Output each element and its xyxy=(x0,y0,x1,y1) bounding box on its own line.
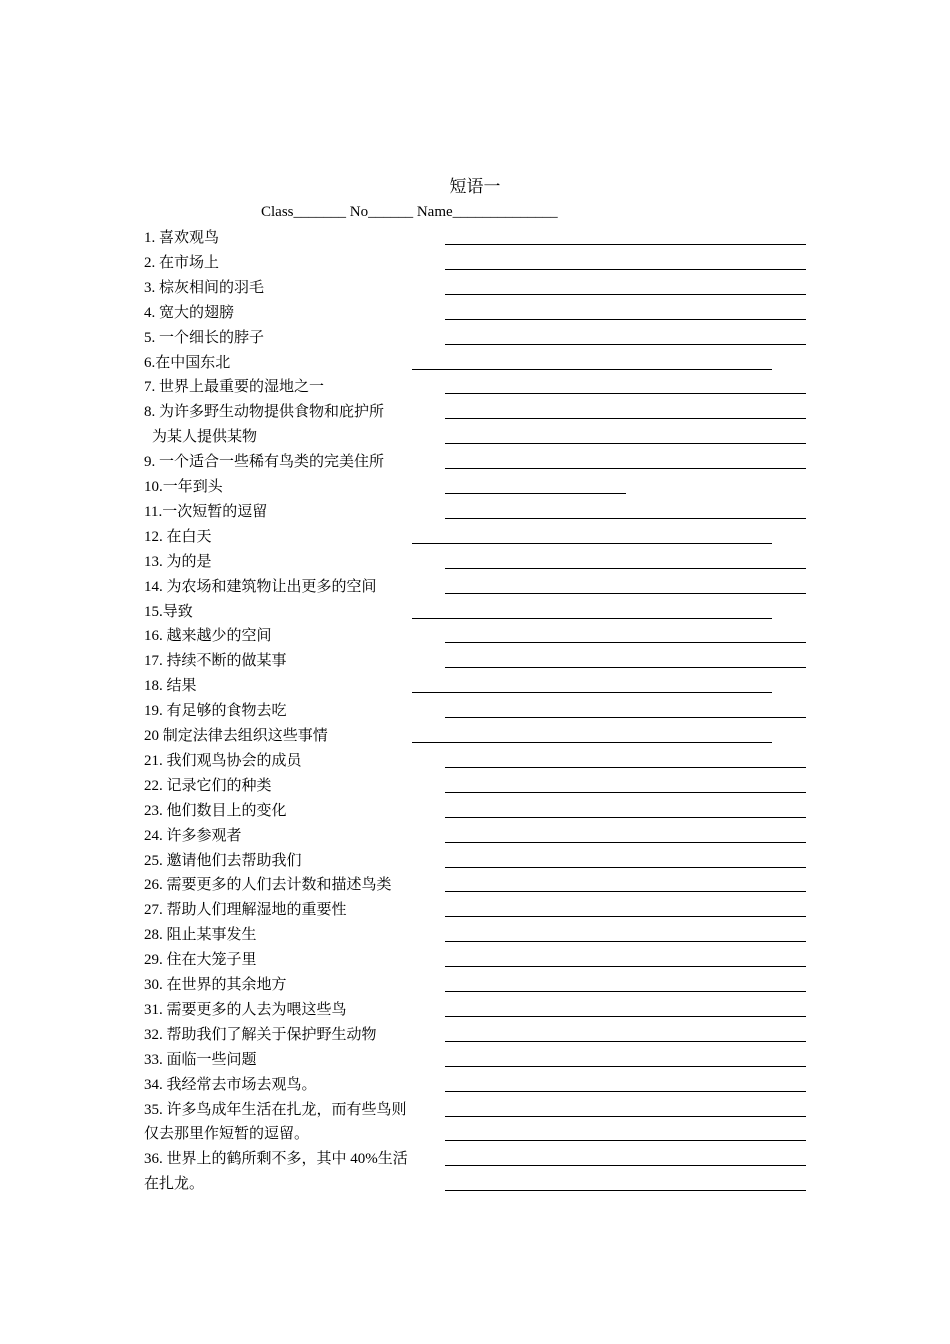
answer-blank-line[interactable] xyxy=(445,941,806,942)
phrase-row xyxy=(0,800,950,825)
phrase-label: 5. 一个细长的脖子 xyxy=(144,329,265,346)
phrase-label: 15.导致 xyxy=(144,603,193,620)
phrase-label: 3. 棕灰相间的羽毛 xyxy=(144,279,265,296)
phrase-label: 30. 在世界的其余地方 xyxy=(144,977,287,993)
phrase-label: 26. 需要更多的人们去计数和描述鸟类 xyxy=(144,877,392,894)
phrase-label: 36. 世界上的鹤所剩不多，其中 40%生活 xyxy=(144,1151,408,1168)
answer-blank-line[interactable] xyxy=(445,294,806,295)
answer-blank-line[interactable] xyxy=(445,667,806,668)
phrase-label: 33. 面临一些问题 xyxy=(144,1051,257,1068)
phrase-label: 13. 为的是 xyxy=(144,553,212,570)
answer-blank-line[interactable] xyxy=(445,319,806,320)
phrase-row xyxy=(0,899,950,924)
phrase-row xyxy=(0,551,950,576)
phrase-row xyxy=(0,650,950,675)
phrase-label: 1. 喜欢观鸟 xyxy=(144,230,220,246)
phrase-row xyxy=(0,401,950,426)
answer-blank-line[interactable] xyxy=(445,1091,806,1092)
phrase-label: 2. 在市场上 xyxy=(144,254,220,271)
phrase-label: 9. 一个适合一些稀有鸟类的完美住所 xyxy=(144,454,385,471)
phrase-row xyxy=(0,327,950,352)
phrase-label: 11.一次短暂的逗留 xyxy=(144,503,268,520)
answer-blank-line[interactable] xyxy=(445,991,806,992)
phrase-label: 28. 阻止某事发生 xyxy=(144,927,257,944)
answer-blank-line[interactable] xyxy=(445,867,806,868)
phrase-row xyxy=(0,302,950,327)
answer-blank-line[interactable] xyxy=(445,344,806,345)
answer-blank-line[interactable] xyxy=(445,817,806,818)
answer-blank-line[interactable] xyxy=(445,1190,806,1191)
answer-blank-line[interactable] xyxy=(445,1066,806,1067)
phrase-row xyxy=(0,924,950,949)
phrase-label: 22. 记录它们的种类 xyxy=(144,777,272,794)
phrase-label: 25. 邀请他们去帮助我们 xyxy=(144,852,302,869)
phrase-row xyxy=(0,675,950,700)
answer-blank-line[interactable] xyxy=(445,393,806,394)
answer-blank-line[interactable] xyxy=(445,468,806,469)
phrase-label: 16. 越来越少的空间 xyxy=(144,628,272,645)
phrase-row xyxy=(0,1173,950,1198)
phrase-label: 8. 为许多野生动物提供食物和庇护所 xyxy=(144,404,385,421)
phrase-label: 10.一年到头 xyxy=(144,479,223,495)
phrase-row xyxy=(0,725,950,750)
answer-blank-line[interactable] xyxy=(445,269,806,270)
phrase-label: 34. 我经常去市场去观鸟。 xyxy=(144,1076,317,1093)
phrase-row xyxy=(0,451,950,476)
phrase-row xyxy=(0,526,950,551)
phrase-row xyxy=(0,252,950,277)
phrase-row xyxy=(0,476,950,501)
answer-blank-line[interactable] xyxy=(445,1165,806,1166)
answer-blank-line[interactable] xyxy=(445,792,806,793)
phrase-row xyxy=(0,1099,950,1124)
phrase-label: 21. 我们观鸟协会的成员 xyxy=(144,752,302,769)
answer-blank-line[interactable] xyxy=(445,1041,806,1042)
phrase-row xyxy=(0,601,950,626)
phrase-row xyxy=(0,874,950,899)
phrase-row xyxy=(0,949,950,974)
phrase-row xyxy=(0,576,950,601)
phrase-row xyxy=(0,625,950,650)
phrase-label: 27. 帮助人们理解湿地的重要性 xyxy=(144,902,347,919)
answer-blank-line[interactable] xyxy=(445,1116,806,1117)
answer-blank-line[interactable] xyxy=(412,742,772,743)
answer-blank-line[interactable] xyxy=(412,618,772,619)
phrase-row xyxy=(0,1123,950,1148)
phrase-label: 17. 持续不断的做某事 xyxy=(144,653,287,670)
answer-blank-line[interactable] xyxy=(445,717,806,718)
phrase-row xyxy=(0,501,950,526)
phrase-row xyxy=(0,775,950,800)
answer-blank-line[interactable] xyxy=(445,1016,806,1017)
answer-blank-line[interactable] xyxy=(445,891,806,892)
phrase-row xyxy=(0,227,950,252)
phrase-row xyxy=(0,700,950,725)
answer-blank-line[interactable] xyxy=(445,1140,806,1141)
phrase-row xyxy=(0,850,950,875)
phrase-row xyxy=(0,1074,950,1099)
phrase-label: 6.在中国东北 xyxy=(144,354,231,371)
phrase-row xyxy=(0,1024,950,1049)
phrase-row xyxy=(0,1049,950,1074)
phrase-row xyxy=(0,750,950,775)
phrase-row xyxy=(0,376,950,401)
phrase-label: 12. 在白天 xyxy=(144,528,212,545)
phrase-label: 14. 为农场和建筑物让出更多的空间 xyxy=(144,578,377,595)
phrase-row xyxy=(0,352,950,377)
answer-blank-line[interactable] xyxy=(445,916,806,917)
answer-blank-line[interactable] xyxy=(445,244,806,245)
phrase-label: 20 制定法律去组织这些事情 xyxy=(144,728,328,744)
answer-blank-line[interactable] xyxy=(445,493,626,494)
phrase-row xyxy=(0,277,950,302)
phrase-row xyxy=(0,974,950,999)
phrase-label: 31. 需要更多的人去为喂这些鸟 xyxy=(144,1001,347,1018)
phrase-label: 在扎龙。 xyxy=(144,1176,205,1193)
answer-blank-line[interactable] xyxy=(445,642,806,643)
phrase-label: 32. 帮助我们了解关于保护野生动物 xyxy=(144,1026,377,1043)
answer-blank-line[interactable] xyxy=(445,593,806,594)
answer-blank-line[interactable] xyxy=(445,767,806,768)
answer-blank-line[interactable] xyxy=(445,518,806,519)
answer-blank-line[interactable] xyxy=(445,568,806,569)
phrase-label: 18. 结果 xyxy=(144,678,197,695)
phrase-row xyxy=(0,999,950,1024)
phrase-label: 仅去那里作短暂的逗留。 xyxy=(144,1126,310,1143)
phrase-label: 7. 世界上最重要的湿地之一 xyxy=(144,379,325,396)
answer-blank-line[interactable] xyxy=(412,369,772,370)
phrase-label: 35. 许多鸟成年生活在扎龙，而有些鸟则 xyxy=(144,1101,407,1118)
phrase-label: 24. 许多参观者 xyxy=(144,827,242,844)
phrase-row xyxy=(0,825,950,850)
worksheet-title: 短语一 xyxy=(449,177,501,196)
answer-blank-line[interactable] xyxy=(445,842,806,843)
answer-blank-line[interactable] xyxy=(412,692,772,693)
phrase-label: 19. 有足够的食物去吃 xyxy=(144,703,287,720)
phrase-row xyxy=(0,1148,950,1173)
phrase-label: 29. 住在大笼子里 xyxy=(144,952,257,969)
phrase-label: 为某人提供某物 xyxy=(152,429,258,446)
phrase-label: 4. 宽大的翅膀 xyxy=(144,304,235,321)
phrase-label: 23. 他们数目上的变化 xyxy=(144,802,287,819)
student-info-line: Class_______ No______ Name______________ xyxy=(261,204,558,220)
phrase-row xyxy=(0,426,950,451)
answer-blank-line[interactable] xyxy=(445,418,806,419)
answer-blank-line[interactable] xyxy=(412,543,772,544)
answer-blank-line[interactable] xyxy=(445,443,806,444)
answer-blank-line[interactable] xyxy=(445,966,806,967)
